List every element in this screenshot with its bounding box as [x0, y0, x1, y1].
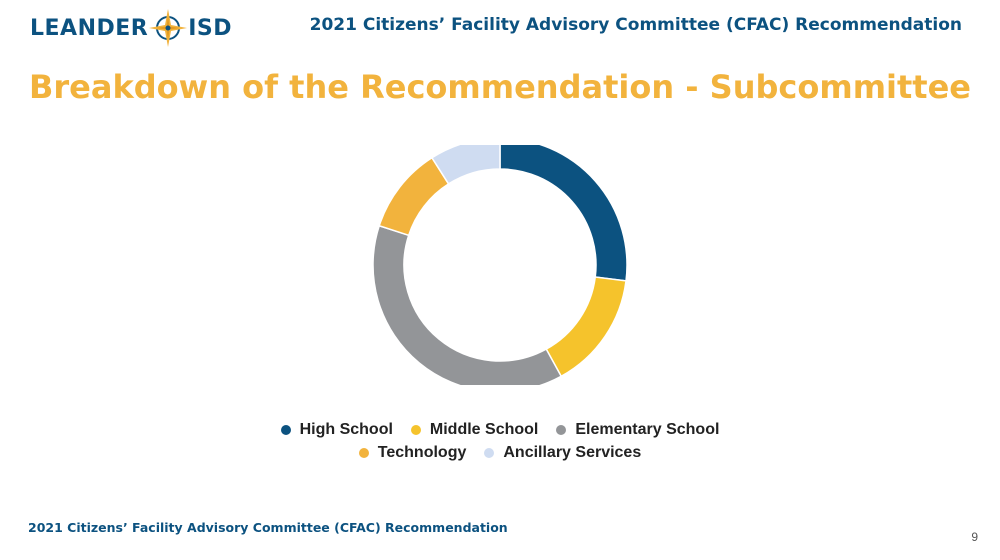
donut-slice-high-school: [500, 145, 627, 281]
legend-row: [0, 418, 1000, 441]
legend-item: [484, 444, 641, 462]
legend-swatch: [556, 425, 566, 435]
header-title: 2021 Citizens’ Facility Advisory Committee (CFAC) Recommendation: [309, 15, 962, 35]
page-number: 9: [971, 530, 978, 544]
legend-swatch: [281, 425, 291, 435]
donut-slice-middle-school: [546, 277, 626, 376]
legend-item: [556, 421, 719, 439]
district-logo: [30, 8, 232, 48]
logo-text-right: ISD: [188, 15, 233, 41]
legend-item: [359, 444, 467, 462]
legend-label: Ancillary Services: [503, 443, 642, 461]
legend-label: High School: [299, 420, 393, 438]
legend-label: Middle School: [429, 420, 539, 438]
legend-label: Elementary School: [575, 420, 720, 438]
legend-swatch: [411, 425, 421, 435]
chart-legend: [0, 418, 1000, 464]
compass-star-icon: [148, 8, 188, 48]
legend-swatch: [484, 448, 494, 458]
donut-slice-elementary-school: [373, 226, 561, 385]
footer-title: 2021 Citizens’ Facility Advisory Committee (CFAC) Recommendation: [28, 520, 508, 535]
slide-title: Breakdown of the Recommendation - Subcommittee: [29, 68, 971, 106]
donut-slice-technology: [379, 158, 448, 236]
legend-label: Technology: [377, 443, 467, 461]
donut-chart: [360, 145, 640, 385]
logo-text-left: LEANDER: [30, 15, 149, 41]
legend-row: [0, 441, 1000, 464]
legend-item: [411, 421, 538, 439]
legend-item: [281, 421, 393, 439]
legend-swatch: [359, 448, 369, 458]
